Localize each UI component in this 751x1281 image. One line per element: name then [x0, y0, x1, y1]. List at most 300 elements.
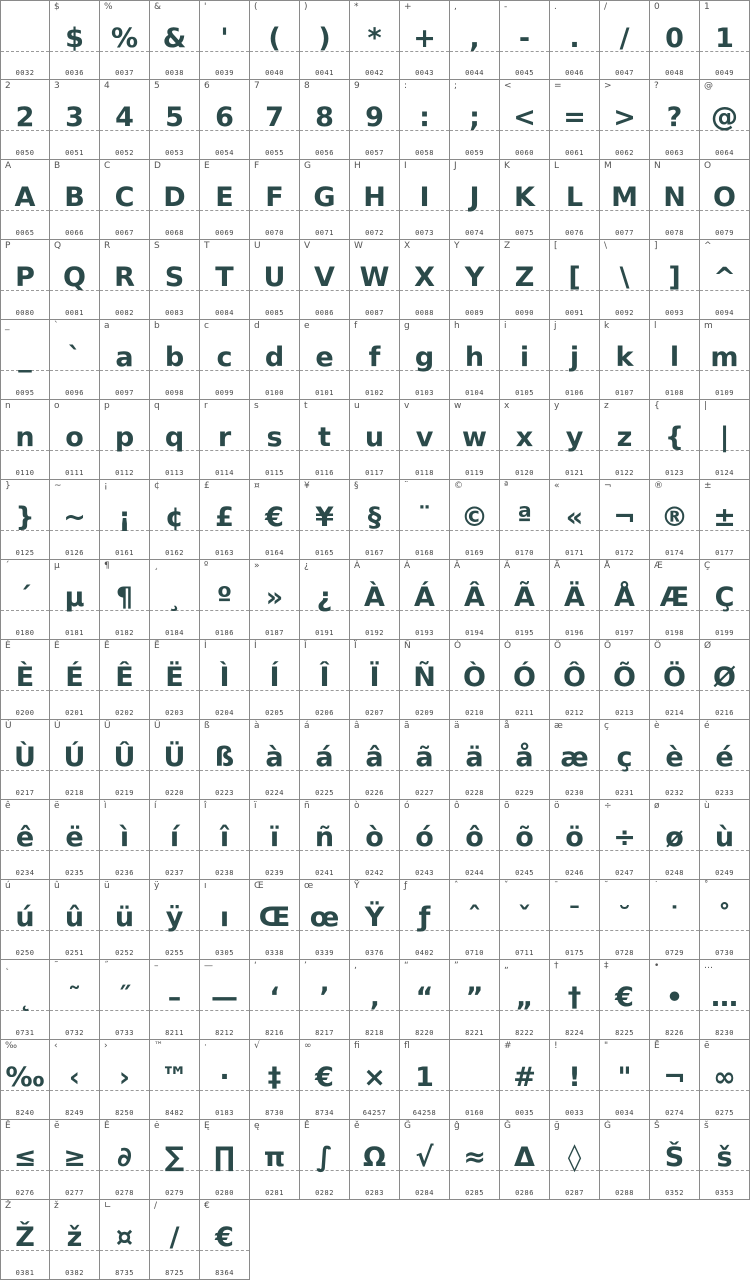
glyph-label: ©: [454, 481, 463, 491]
glyph-cell: [350, 320, 400, 400]
glyph-label: 4: [104, 81, 110, 91]
glyph-cell: [250, 1120, 300, 1200]
glyph-cell: [250, 640, 300, 720]
glyph-preview: 5: [165, 102, 184, 133]
glyph-code: 64258: [412, 1109, 437, 1117]
glyph-code: 0056: [315, 149, 334, 157]
glyph-preview: ‚: [369, 982, 380, 1013]
glyph-code: 0279: [165, 1189, 184, 1197]
glyph-cell: [650, 480, 700, 560]
glyph-code: 0039: [215, 69, 234, 77]
glyph-code: 0305: [215, 949, 234, 957]
glyph-code: 0285: [465, 1189, 484, 1197]
glyph-label: ē: [704, 1041, 710, 1051]
glyph-cell: [650, 80, 700, 160]
glyph-cell: [600, 720, 650, 800]
glyph-preview: ó: [415, 822, 434, 853]
glyph-cell: [700, 880, 750, 960]
glyph-label: ğ: [554, 1121, 560, 1131]
glyph-cell: [0, 960, 50, 1040]
glyph-code: 0048: [665, 69, 684, 77]
glyph-label: e: [304, 321, 310, 331]
glyph-label: ]: [654, 241, 658, 251]
glyph-code: 8734: [315, 1109, 334, 1117]
glyph-code: 0045: [515, 69, 534, 77]
glyph-preview: ì: [119, 822, 130, 853]
glyph-code: 8222: [515, 1029, 534, 1037]
glyph-label: ò: [354, 801, 360, 811]
glyph-preview: ñ: [314, 822, 335, 853]
glyph-code: 0062: [615, 149, 634, 157]
glyph-code: 8250: [115, 1109, 134, 1117]
glyph-cell: [450, 240, 500, 320]
glyph-label: b: [154, 321, 160, 331]
glyph-cell: [400, 640, 450, 720]
glyph-label: à: [254, 721, 260, 731]
glyph-cell: [200, 320, 250, 400]
glyph-preview: ú: [15, 902, 35, 933]
glyph-preview: ‰: [5, 1062, 45, 1093]
glyph-cell: [100, 1120, 150, 1200]
glyph-cell: [600, 0, 650, 80]
glyph-preview: ': [220, 23, 229, 54]
glyph-preview: Y: [464, 262, 485, 293]
glyph-code: 0175: [565, 949, 584, 957]
glyph-preview: õ: [515, 822, 534, 853]
glyph-label: Í: [254, 641, 257, 651]
glyph-preview: œ: [309, 902, 340, 933]
glyph-cell: [550, 0, 600, 80]
glyph-cell: [500, 560, 550, 640]
glyph-code: 0120: [515, 469, 534, 477]
glyph-label: ô: [454, 801, 460, 811]
glyph-cell: [50, 880, 100, 960]
glyph-label: J: [454, 161, 457, 171]
glyph-label: ç: [604, 721, 609, 731]
glyph-preview: b: [164, 342, 185, 373]
glyph-preview: ò: [365, 822, 384, 853]
glyph-preview: ¤: [115, 1222, 134, 1253]
glyph-code: 0069: [215, 229, 234, 237]
glyph-label: i: [504, 321, 507, 331]
glyph-preview: √: [415, 1142, 434, 1173]
glyph-code: 0095: [15, 389, 35, 397]
glyph-code: 0092: [615, 309, 634, 317]
glyph-label: n: [5, 401, 11, 411]
glyph-cell: [150, 640, 200, 720]
glyph-label: ¡: [104, 481, 108, 491]
glyph-preview: ¥: [315, 502, 334, 533]
glyph-label: U: [254, 241, 261, 251]
glyph-preview: á: [315, 742, 334, 773]
glyph-label: ù: [704, 801, 710, 811]
glyph-preview: †: [567, 982, 582, 1013]
glyph-code: 0049: [715, 69, 734, 77]
glyph-code: 0044: [465, 69, 484, 77]
glyph-label: â: [354, 721, 360, 731]
glyph-cell: [250, 160, 300, 240]
glyph-label: 3: [54, 81, 60, 91]
glyph-label: …: [704, 961, 713, 971]
glyph-label: W: [354, 241, 363, 251]
glyph-label: ú: [5, 881, 11, 891]
glyph-preview: ¿: [316, 582, 333, 613]
glyph-preview: 1: [415, 1062, 434, 1093]
glyph-preview: «: [565, 502, 584, 533]
glyph-preview: ‘: [269, 982, 280, 1013]
glyph-label: l: [654, 321, 657, 331]
glyph-label: ∞: [304, 1041, 312, 1051]
glyph-label: ĕ: [54, 1121, 60, 1131]
glyph-cell: [350, 880, 400, 960]
glyph-label: ¨: [404, 481, 409, 491]
glyph-preview: Æ: [659, 582, 690, 613]
glyph-cell: [0, 720, 50, 800]
glyph-cell: [400, 1040, 450, 1120]
glyph-code: 0037: [115, 69, 134, 77]
glyph-code: 0050: [15, 149, 35, 157]
glyph-code: 0161: [115, 549, 134, 557]
glyph-cell: [650, 640, 700, 720]
glyph-preview: ∫: [316, 1142, 333, 1173]
glyph-preview: ∞: [713, 1062, 736, 1093]
glyph-cell: [700, 0, 750, 80]
glyph-cell: [0, 560, 50, 640]
glyph-cell: [550, 800, 600, 880]
glyph-preview: m: [710, 342, 739, 373]
glyph-code: 0164: [265, 549, 284, 557]
glyph-cell: [450, 80, 500, 160]
glyph-cell: [550, 240, 600, 320]
glyph-label: Ï: [354, 641, 357, 651]
glyph-preview: Ó: [513, 662, 536, 693]
glyph-code: 0080: [15, 309, 35, 317]
glyph-cell: [550, 480, 600, 560]
glyph-preview: Ö: [663, 662, 686, 693]
glyph-code: 8725: [165, 1269, 184, 1277]
glyph-code: 0232: [665, 789, 684, 797]
glyph-cell: [450, 880, 500, 960]
glyph-label: ¬: [604, 481, 612, 491]
glyph-preview: Ã: [514, 582, 535, 613]
glyph-code: 0211: [515, 709, 534, 717]
glyph-label: Ã: [504, 561, 511, 571]
glyph-label: ¢: [154, 481, 160, 491]
glyph-code: 0122: [615, 469, 634, 477]
glyph-preview: ¬: [613, 502, 636, 533]
glyph-preview: F: [265, 182, 284, 213]
glyph-preview: t: [318, 422, 331, 453]
glyph-cell: [550, 1040, 600, 1120]
glyph-preview: E: [215, 182, 234, 213]
glyph-code: 8249: [65, 1109, 84, 1117]
glyph-code: 0041: [315, 69, 334, 77]
glyph-preview: ≤: [13, 1142, 37, 1173]
glyph-code: 0068: [165, 229, 184, 237]
glyph-label: §: [354, 481, 359, 491]
glyph-cell: [450, 1120, 500, 1200]
glyph-preview: π: [263, 1142, 286, 1173]
glyph-preview: à: [265, 742, 284, 773]
glyph-code: 0236: [115, 869, 134, 877]
glyph-preview: G: [313, 182, 336, 213]
glyph-cell: [0, 80, 50, 160]
glyph-cell: [650, 160, 700, 240]
glyph-preview: ›: [118, 1062, 131, 1093]
glyph-preview: x: [515, 422, 534, 453]
glyph-cell: [450, 400, 500, 480]
glyph-label: ‚: [354, 961, 357, 971]
glyph-label: Z: [504, 241, 511, 251]
glyph-cell: [550, 560, 600, 640]
glyph-preview: ã: [415, 742, 434, 773]
glyph-label: û: [54, 881, 60, 891]
glyph-preview: i: [519, 342, 530, 373]
glyph-preview: r: [217, 422, 232, 453]
glyph-preview: ~: [63, 502, 86, 533]
glyph-label: †: [554, 961, 559, 971]
glyph-preview: ]: [668, 262, 681, 293]
glyph-preview: í: [169, 822, 180, 853]
glyph-cell: [200, 960, 250, 1040]
glyph-cell: [0, 1200, 50, 1280]
glyph-preview: {: [664, 422, 685, 453]
glyph-code: 0163: [215, 549, 234, 557]
glyph-label: ;: [454, 81, 458, 91]
glyph-code: 0115: [265, 469, 284, 477]
glyph-code: 0118: [415, 469, 434, 477]
glyph-cell: [50, 400, 100, 480]
glyph-label: ž: [54, 1201, 59, 1211]
glyph-code: 0402: [415, 949, 434, 957]
glyph-preview: *: [367, 23, 382, 54]
glyph-label: ø: [654, 801, 660, 811]
glyph-code: 0728: [615, 949, 634, 957]
baseline-guide: [600, 1170, 649, 1171]
glyph-preview: š: [716, 1142, 733, 1173]
glyph-preview: ˇ: [517, 902, 532, 933]
glyph-label: ‘: [254, 961, 257, 971]
glyph-label: a: [104, 321, 110, 331]
glyph-code: 0229: [515, 789, 534, 797]
glyph-preview: —: [211, 982, 238, 1013]
glyph-label: ~: [54, 481, 62, 491]
glyph-code: 0106: [565, 389, 584, 397]
glyph-label: Y: [454, 241, 460, 251]
glyph-preview: ˙: [667, 902, 682, 933]
glyph-code: 0220: [165, 789, 184, 797]
glyph-label: !: [554, 1041, 558, 1051]
glyph-code: 0732: [65, 1029, 84, 1037]
glyph-cell: [700, 320, 750, 400]
glyph-label: –: [154, 961, 159, 971]
glyph-cell: [450, 320, 500, 400]
glyph-preview: €: [615, 982, 634, 1013]
glyph-preview: …: [711, 982, 738, 1013]
glyph-label: d: [254, 321, 260, 331]
glyph-preview: ¶: [115, 582, 134, 613]
glyph-label: Å: [604, 561, 611, 571]
glyph-code: 0203: [165, 709, 184, 717]
glyph-label: Ž: [5, 1201, 12, 1211]
glyph-label: ª: [504, 481, 509, 491]
glyph-code: 0096: [65, 389, 84, 397]
glyph-label: Ù: [5, 721, 12, 731]
glyph-code: 0242: [365, 869, 384, 877]
glyph-code: 0288: [615, 1189, 634, 1197]
glyph-cell: [450, 720, 500, 800]
glyph-label: ﬂ: [404, 1041, 410, 1051]
glyph-cell: [150, 1040, 200, 1120]
glyph-preview: %: [110, 23, 139, 54]
glyph-label: ·: [204, 1041, 207, 1051]
glyph-code: 0077: [615, 229, 634, 237]
glyph-label: u: [354, 401, 360, 411]
glyph-label: ?: [654, 81, 659, 91]
glyph-preview: Œ: [258, 902, 291, 933]
baseline-guide: [1, 51, 49, 52]
glyph-label: ﬁ: [354, 1041, 360, 1051]
glyph-code: 0053: [165, 149, 184, 157]
glyph-cell: [150, 80, 200, 160]
glyph-code: 8230: [715, 1029, 734, 1037]
glyph-code: 64257: [362, 1109, 387, 1117]
glyph-label: Ñ: [404, 641, 411, 651]
glyph-preview: ;: [469, 102, 480, 133]
glyph-preview: h: [464, 342, 485, 373]
glyph-code: 8225: [615, 1029, 634, 1037]
glyph-preview: ": [617, 1062, 632, 1093]
glyph-label: ±: [704, 481, 712, 491]
glyph-preview: q: [164, 422, 185, 453]
glyph-preview: L: [565, 182, 584, 213]
glyph-cell: [350, 480, 400, 560]
glyph-cell: [50, 720, 100, 800]
glyph-preview: -: [518, 23, 531, 54]
glyph-preview: w: [462, 422, 487, 453]
glyph-cell: [200, 560, 250, 640]
glyph-code: 0061: [565, 149, 584, 157]
glyph-label: &: [154, 2, 162, 12]
glyph-label: /: [604, 2, 608, 12]
glyph-cell: [250, 0, 300, 80]
glyph-preview: Ç: [714, 582, 735, 613]
glyph-code: 0089: [465, 309, 484, 317]
glyph-code: 8224: [565, 1029, 584, 1037]
glyph-cell: [650, 400, 700, 480]
glyph-code: 0198: [665, 629, 684, 637]
glyph-preview: ª: [516, 502, 533, 533]
glyph-label: £: [204, 481, 210, 491]
glyph-preview: é: [715, 742, 734, 773]
glyph-cell: [450, 480, 500, 560]
glyph-code: 0730: [715, 949, 734, 957]
glyph-code: 0081: [65, 309, 84, 317]
glyph-label: ˘: [604, 881, 609, 891]
glyph-code: 0192: [365, 629, 384, 637]
glyph-preview: 9: [365, 102, 384, 133]
glyph-code: 0066: [65, 229, 84, 237]
glyph-preview: ±: [713, 502, 736, 533]
glyph-preview: Õ: [613, 662, 636, 693]
glyph-label: h: [454, 321, 460, 331]
glyph-cell: [100, 960, 150, 1040]
glyph-cell: [350, 80, 400, 160]
glyph-code: 0183: [215, 1109, 234, 1117]
glyph-preview: Ë: [165, 662, 184, 693]
glyph-preview: _: [18, 342, 32, 373]
glyph-cell: [450, 1040, 500, 1120]
glyph-cell: [700, 960, 750, 1040]
glyph-label: Æ: [654, 561, 663, 571]
glyph-cell: [650, 720, 700, 800]
glyph-cell: [350, 160, 400, 240]
glyph-preview: U: [263, 262, 286, 293]
glyph-preview: º: [216, 582, 233, 613]
glyph-code: 0064: [715, 149, 734, 157]
glyph-label: €: [204, 1201, 210, 1211]
glyph-cell: [550, 880, 600, 960]
glyph-code: 0074: [465, 229, 484, 237]
glyph-code: 0057: [365, 149, 384, 157]
glyph-code: 0352: [665, 1189, 684, 1197]
glyph-preview: Q: [63, 262, 86, 293]
glyph-code: 0034: [615, 1109, 634, 1117]
glyph-cell: [350, 400, 400, 480]
glyph-code: 0223: [215, 789, 234, 797]
glyph-code: 0098: [165, 389, 184, 397]
glyph-cell: [200, 640, 250, 720]
glyph-preview: k: [615, 342, 634, 373]
glyph-preview: y: [565, 422, 584, 453]
glyph-code: 0205: [265, 709, 284, 717]
glyph-code: 0112: [115, 469, 134, 477]
glyph-label: ˇ: [504, 881, 509, 891]
glyph-preview: §: [367, 502, 382, 533]
glyph-preview: ?: [666, 102, 683, 133]
glyph-preview: €: [215, 1222, 234, 1253]
glyph-label: ¶: [104, 561, 110, 571]
glyph-label: N: [654, 161, 661, 171]
glyph-cell: [500, 960, 550, 1040]
glyph-label: ": [604, 1041, 609, 1051]
glyph-cell: [650, 0, 700, 80]
glyph-code: 0043: [415, 69, 434, 77]
glyph-preview: u: [364, 422, 385, 453]
glyph-code: 0339: [315, 949, 334, 957]
glyph-cell: [300, 320, 350, 400]
glyph-code: 0219: [115, 789, 134, 797]
glyph-cell: [100, 400, 150, 480]
glyph-cell: [0, 800, 50, 880]
glyph-cell: [600, 400, 650, 480]
glyph-code: 8364: [215, 1269, 234, 1277]
glyph-cell: [200, 720, 250, 800]
glyph-preview: s: [266, 422, 283, 453]
glyph-code: 0082: [115, 309, 134, 317]
glyph-code: 0199: [715, 629, 734, 637]
glyph-preview: £: [215, 502, 234, 533]
glyph-preview: ü: [114, 902, 135, 933]
glyph-cell: [400, 80, 450, 160]
glyph-label: :: [404, 81, 408, 91]
glyph-label: é: [704, 721, 710, 731]
glyph-preview: }: [15, 502, 35, 533]
glyph-cell: [50, 80, 100, 160]
glyph-cell: [50, 0, 100, 80]
glyph-label: ˙: [654, 881, 659, 891]
glyph-code: 0100: [265, 389, 284, 397]
